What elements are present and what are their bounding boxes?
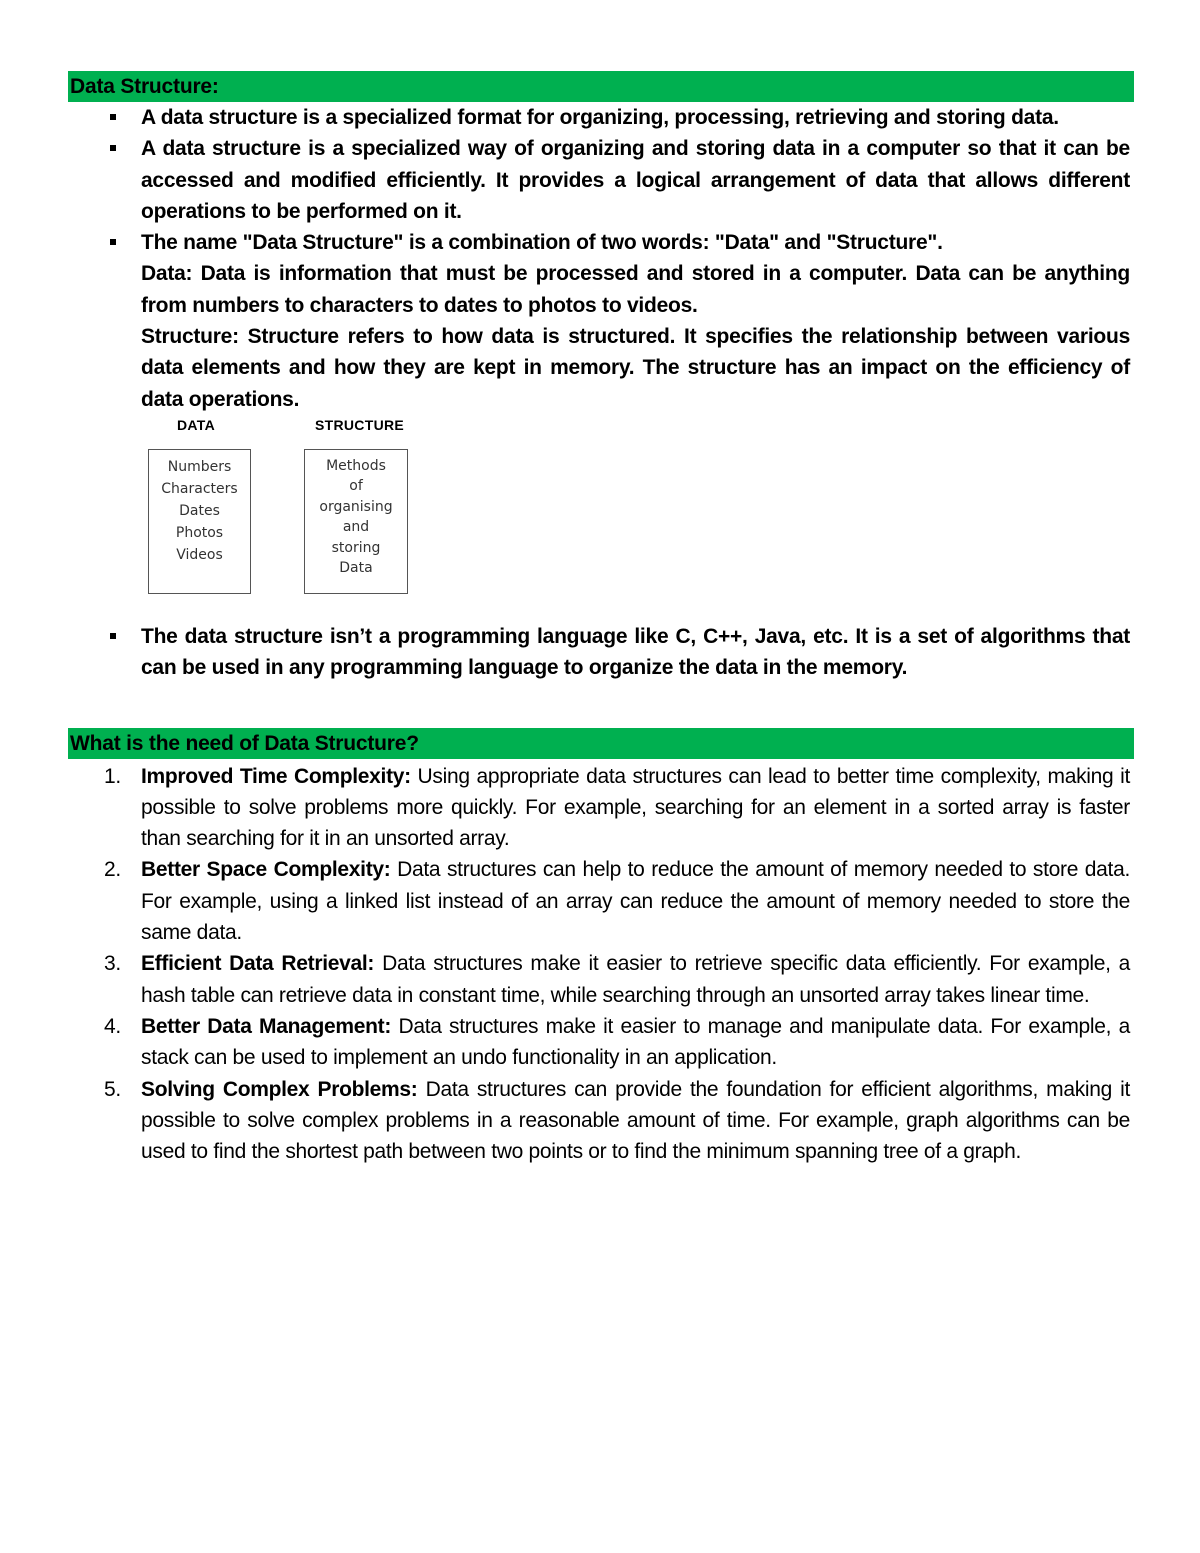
structure-box-item: Methods	[326, 457, 386, 474]
data-box-item: Photos	[175, 524, 224, 541]
list-item	[68, 948, 1134, 1011]
list-item-text: Data structures can help to reduce the amount of memory needed to store data. For example, using a linked list instead of an array can reduce the amount of memory needed to store the same data.	[141, 858, 1130, 945]
structure-box-item: and	[342, 519, 370, 536]
data-box-item: Videos	[176, 546, 223, 563]
figure-label-data: DATA	[177, 416, 216, 433]
data-box-item: Characters	[161, 480, 238, 497]
programming-language-bullet-list	[68, 621, 1134, 684]
list-item-term: Improved Time Complexity:	[141, 764, 411, 788]
structure-box-item: organising	[319, 498, 393, 515]
list-item	[68, 1074, 1134, 1168]
structure-box-item: storing	[331, 539, 381, 556]
list-item-text: Using appropriate data structures can lead to better time complexity, making it possible to solve problems more quickly. For example, searching for an element in a sorted array is faster than searching for it in an unsorted array.	[141, 764, 1130, 851]
list-item	[68, 854, 1134, 948]
list-number: 4.	[104, 1014, 121, 1038]
structure-definition: Structure: Structure refers to how data is structured. It specifies the relationship between various data elements and how they are kept in memory. The structure has an impact on the efficiency of data operations.	[141, 325, 1130, 411]
need-numbered-list	[68, 761, 1134, 1168]
square-bullet-icon	[110, 239, 116, 245]
list-number: 3.	[104, 952, 121, 976]
square-bullet-icon	[110, 633, 116, 639]
list-number: 1.	[104, 764, 121, 788]
square-bullet-icon	[110, 145, 116, 151]
document-page	[68, 71, 1134, 1167]
bullet-text: A data structure is a specialized format for organizing, processing, retrieving and storing data.	[141, 106, 1059, 129]
data-box	[148, 449, 251, 594]
list-item-term: Better Space Complexity:	[141, 858, 391, 882]
list-number: 5.	[104, 1077, 121, 1101]
structure-box-item: Data	[339, 560, 373, 577]
list-item-text: Data structures make it easier to retrieve specific data efficiently. For example, a hash table can retrieve data in constant time, while searching through an unsorted array takes linear time.	[141, 952, 1130, 1007]
definition-bullet-list	[68, 102, 1134, 415]
bullet-item	[68, 227, 1134, 415]
bullet-item	[68, 133, 1134, 227]
structure-box	[304, 449, 408, 594]
bullet-item	[68, 621, 1134, 684]
list-item-term: Better Data Management:	[141, 1014, 392, 1038]
square-bullet-icon	[110, 114, 116, 120]
section-heading-data-structure: Data Structure:	[68, 71, 1134, 102]
list-item-text: Data structures make it easier to manage and manipulate data. For example, a stack can be used to implement an undo functionality in an application.	[141, 1014, 1130, 1070]
data-box-item: Numbers	[167, 458, 232, 475]
structure-box-item: of	[349, 478, 363, 495]
list-item-term: Solving Complex Problems:	[141, 1077, 418, 1101]
bullet-text: The data structure isn’t a programming language like C, C++, Java, etc. It is a set of algorithms that can be used in any programming language to organize the data in the memory.	[141, 624, 1130, 680]
list-item-term: Efficient Data Retrieval:	[141, 952, 375, 976]
data-box-item: Dates	[179, 502, 220, 519]
data-structure-figure	[141, 415, 1134, 621]
data-definition: Data: Data is information that must be processed and stored in a computer. Data can be anything from numbers to characters to dates to photos to videos.	[141, 262, 1130, 317]
bullet-text: A data structure is a specialized way of organizing and storing data in a computer so that it can be accessed and modified efficiently. It provides a logical arrangement of data that allows different operations to be performed on it.	[141, 137, 1130, 223]
list-number: 2.	[104, 858, 121, 882]
section-heading-need: What is the need of Data Structure?	[68, 728, 1134, 759]
bullet-intro-text: The name "Data Structure" is a combination of two words: "Data" and "Structure".	[141, 231, 943, 255]
bullet-item	[68, 102, 1134, 133]
figure-label-structure: STRUCTURE	[315, 416, 405, 433]
list-item	[68, 761, 1134, 855]
list-item-text: Data structures can provide the foundation for efficient algorithms, making it possible to solve complex problems in a reasonable amount of time. For example, graph algorithms can be used to find the shortest path between two points or to find the minimum spanning tree of a graph.	[141, 1077, 1131, 1164]
list-item	[68, 1011, 1134, 1074]
